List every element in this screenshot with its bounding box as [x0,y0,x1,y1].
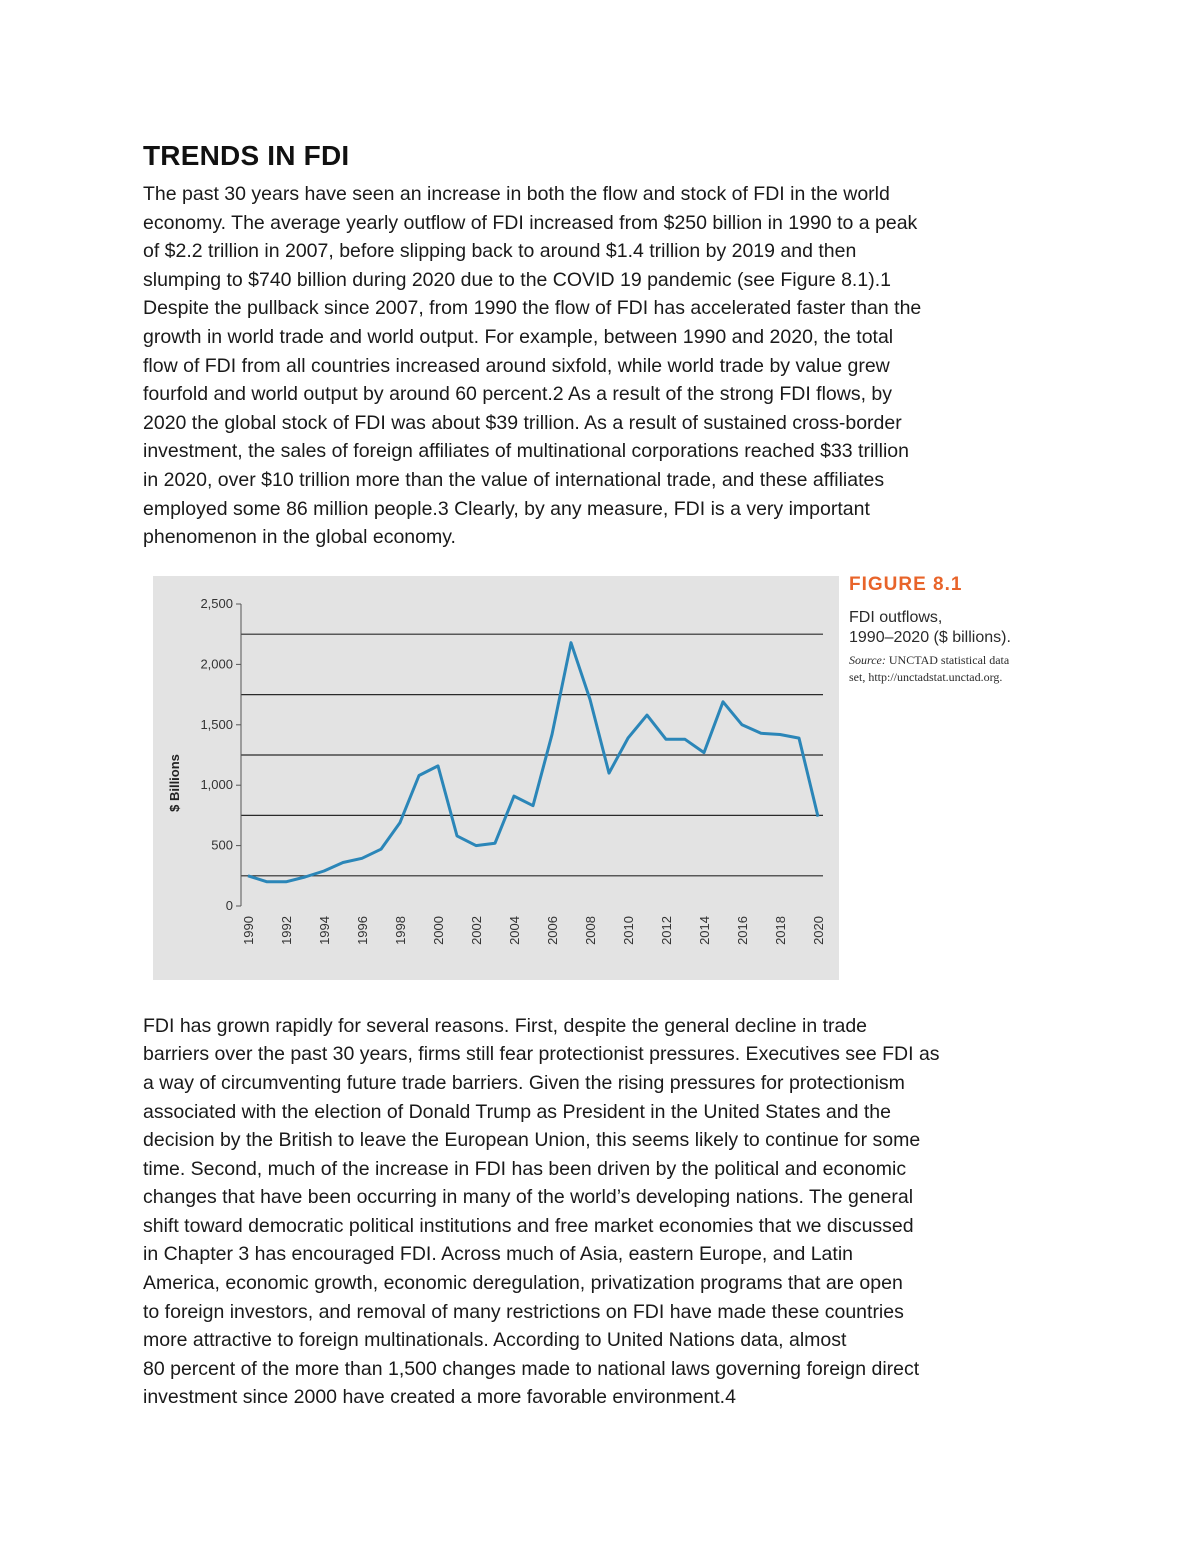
x-tick-label: 2012 [659,915,674,945]
paragraph-line: 80 percent of the more than 1,500 changes made to national laws governing foreign direct [143,1357,920,1380]
y-tick-label: 500 [211,837,233,853]
x-tick-label: 1994 [317,915,332,945]
x-tick-label: 2008 [583,915,598,945]
figure-source [849,652,1059,686]
paragraph-line: phenomenon in the global economy. [143,526,456,549]
fdi-outflows-chart [153,576,839,980]
x-tick-label: 2010 [621,915,636,945]
paragraph-line: of $2.2 trillion in 2007, before slipping back to around $1.4 trillion by 2019 and then [143,240,857,263]
x-tick-label: 2000 [431,915,446,945]
x-tick-label: 2014 [697,915,712,945]
paragraph-line: The past 30 years have seen an increase in both the flow and stock of FDI in the world [143,183,890,205]
y-tick-label: 0 [225,897,233,913]
paragraph-line: barriers over the past 30 years, firms still fear protectionist pressures. Executives see FDI as [143,1043,940,1066]
paragraph-intro [143,180,1043,552]
paragraph-line: in 2020, over $10 trillion more than the value of international trade, and these affiliates [143,468,885,491]
paragraph-line: slumping to $740 billion during 2020 due to the COVID 19 pandemic (see Figure 8.1).1 [143,268,891,291]
figure-label: FIGURE 8.1 [849,573,963,595]
y-tick-label: 1,500 [200,716,233,732]
x-tick-label: 1996 [355,915,370,945]
paragraph-line: economy. The average yearly outflow of FDI increased from $250 billion in 1990 to a peak [143,211,918,234]
paragraph-line: Despite the pullback since 2007, from 1990 the flow of FDI has accelerated faster than the [143,297,922,320]
section-heading: TRENDS IN FDI [143,140,350,171]
y-tick-label: 1,000 [200,776,233,792]
x-tick-label: 1990 [241,915,256,945]
paragraph-line: shift toward democratic political institutions and free market economies that we discussed [143,1214,914,1237]
document-page [143,140,1043,1412]
x-tick-label: 2020 [811,915,826,945]
figure-title-line: 1990–2020 ($ billions). [849,628,1011,646]
paragraph-line: to foreign investors, and removal of many restrictions on FDI have made these countries [143,1300,904,1323]
source-label: Source: [849,652,886,667]
paragraph-line: more attractive to foreign multinationals. According to United Nations data, almost [143,1329,847,1352]
y-tick-label: 2,500 [200,595,233,611]
paragraph-line: employed some 86 million people.3 Clearly, by any measure, FDI is a very important [143,497,870,520]
paragraph-line: decision by the British to leave the European Union, this seems likely to continue for some [143,1129,921,1152]
x-tick-label: 2006 [545,915,560,945]
paragraph-reasons [143,1012,1043,1412]
y-tick-label: 2,000 [200,656,233,672]
x-tick-label: 2004 [507,915,522,945]
paragraph-line: flow of FDI from all countries increased around sixfold, while world trade by value grew [143,354,890,377]
x-tick-label: 1992 [279,915,294,945]
source-url: set, http://unctadstat.unctad.org. [849,669,1003,684]
fdi-outflows-line [248,642,818,881]
paragraph-line: associated with the election of Donald Trump as President in the United States and the [143,1100,891,1123]
paragraph-line: 2020 the global stock of FDI was about $39 trillion. As a result of sustained cross-border [143,411,902,434]
paragraph-line: America, economic growth, economic deregulation, privatization programs that are open [143,1272,903,1295]
x-tick-label: 2018 [773,915,788,945]
paragraph-line: FDI has grown rapidly for several reasons. First, despite the general decline in trade [143,1014,868,1037]
figure-8-1 [143,573,1043,996]
paragraph-line: changes that have been occurring in many of the world’s developing nations. The general [143,1186,914,1209]
paragraph-line: investment since 2000 have created a more favorable environment.4 [143,1386,736,1409]
figure-title-line: FDI outflows, [849,608,943,626]
figure-caption [849,574,1059,686]
paragraph-line: in Chapter 3 has encouraged FDI. Across much of Asia, eastern Europe, and Latin [143,1243,853,1266]
paragraph-line: growth in world trade and world output. For example, between 1990 and 2020, the total [143,325,894,348]
y-axis-label: $ Billions [167,753,182,812]
source-text: UNCTAD statistical data [888,652,1010,667]
paragraph-line: a way of circumventing future trade barriers. Given the rising pressures for protectionism [143,1071,905,1094]
chart-svg [153,576,839,980]
paragraph-line: fourfold and world output by around 60 percent.2 As a result of the strong FDI flows, by [143,383,893,406]
x-tick-label: 2002 [469,915,484,945]
paragraph-line: investment, the sales of foreign affiliates of multinational corporations reached $33 trillion [143,440,909,463]
x-tick-label: 2016 [735,915,750,945]
paragraph-line: time. Second, much of the increase in FDI has been driven by the political and economic [143,1157,907,1180]
x-tick-label: 1998 [393,915,408,945]
